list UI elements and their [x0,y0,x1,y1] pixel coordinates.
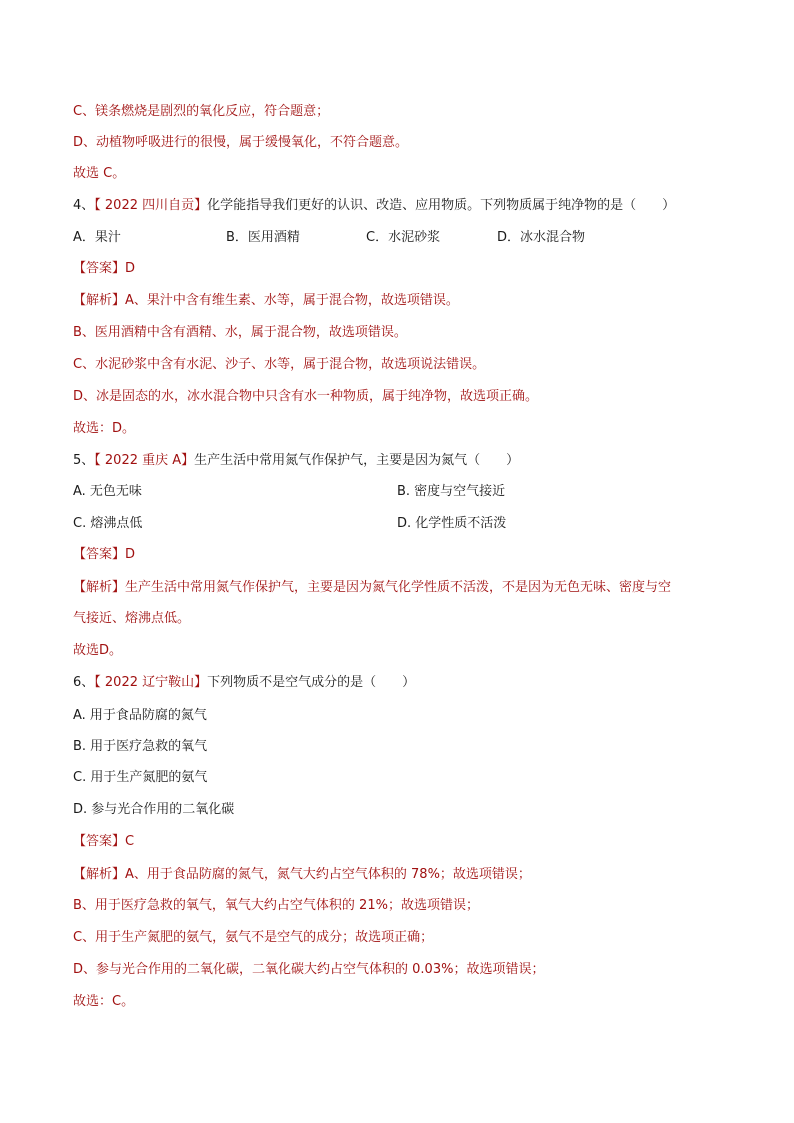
q6-option-b: B. 用于医疗急救的氧气 [73,739,208,754]
question-source: 【 2022 重庆 A】 [94,453,195,468]
q6-option-d: D. 参与光合作用的二氧化碳 [73,802,235,817]
answer-value: D [125,261,136,276]
analysis-text: A、用于食品防腐的氮气，氮气大约占空气体积的 78%；故选项错误； [125,867,531,882]
q4-final-choice: 故选：D。 [73,421,136,436]
q4-option-b: B．医用酒精 [226,230,300,245]
analysis-tag: 【解析】 [73,580,126,595]
prev-option-d-explanation: D、动植物呼吸进行的很慢，属于缓慢氧化，不符合题意。 [73,135,409,150]
answer-value: D [125,547,136,562]
question-5-stem [73,452,519,470]
q4-analysis-line [73,292,459,310]
question-source: 【 2022 四川自贡】 [94,198,208,213]
q4-analysis-line: D、冰是固态的水，冰水混合物中只含有水一种物质，属于纯净物，故选项正确。 [73,389,539,404]
q6-analysis-line: B、用于医疗急救的氧气，氧气大约占空气体积的 21%；故选项错误； [73,898,479,913]
question-number: 4、 [73,198,95,213]
question-source: 【 2022 辽宁鞍山】 [94,675,208,690]
question-6-stem [73,674,415,692]
analysis-text: 生产生活中常用氮气作保护气，主要是因为氮气化学性质不活泼，不是因为无色无味、密度与空 [125,580,672,595]
q6-analysis-line: C、用于生产氮肥的氨气，氨气不是空气的成分；故选项正确； [73,930,434,945]
prev-option-c-explanation: C、镁条燃烧是剧烈的氧化反应，符合题意； [73,104,330,119]
answer-tag: 【答案】 [73,834,126,849]
question-4-stem [73,197,675,215]
q5-analysis-line [73,579,671,597]
q4-option-a: A．果汁 [73,230,121,245]
q6-answer [73,833,134,851]
answer-tag: 【答案】 [73,261,126,276]
q4-answer [73,260,135,278]
analysis-text: A、果汁中含有维生素、水等，属于混合物，故选项错误。 [125,293,459,308]
answer-tag: 【答案】 [73,547,126,562]
question-text: 化学能指导我们更好的认识、改造、应用物质。下列物质属于纯净物的是（ ） [207,198,676,213]
q4-analysis-line: C、水泥砂浆中含有水泥、沙子、水等，属于混合物，故选项说法错误。 [73,357,486,372]
q5-option-b: B. 密度与空气接近 [397,484,506,499]
answer-value: C [125,834,135,849]
analysis-tag: 【解析】 [73,867,126,882]
q5-analysis-line: 气接近、熔沸点低。 [73,611,191,626]
analysis-tag: 【解析】 [73,293,126,308]
q6-option-a: A. 用于食品防腐的氮气 [73,708,207,723]
q6-analysis-line [73,866,531,884]
q5-answer [73,546,135,564]
q4-option-c: C．水泥砂浆 [366,230,441,245]
q6-option-c: C. 用于生产氮肥的氨气 [73,770,208,785]
q6-final-choice: 故选：C。 [73,994,135,1009]
q4-option-d: D．冰水混合物 [497,230,586,245]
q5-option-a: A. 无色无味 [73,484,142,499]
q4-analysis-line: B、医用酒精中含有酒精、水，属于混合物，故选项错误。 [73,325,407,340]
q5-option-d: D. 化学性质不活泼 [397,516,507,531]
q5-option-c: C. 熔沸点低 [73,516,143,531]
question-text: 生产生活中常用氮气作保护气，主要是因为氮气（ ） [194,453,520,468]
q6-analysis-line: D、参与光合作用的二氧化碳，二氧化碳大约占空气体积的 0.03%；故选项错误； [73,962,545,977]
prev-final-choice: 故选 C。 [73,166,126,181]
question-text: 下列物质不是空气成分的是（ ） [207,675,416,690]
q5-final-choice: 故选D。 [73,643,123,658]
question-number: 5、 [73,453,95,468]
question-number: 6、 [73,675,95,690]
